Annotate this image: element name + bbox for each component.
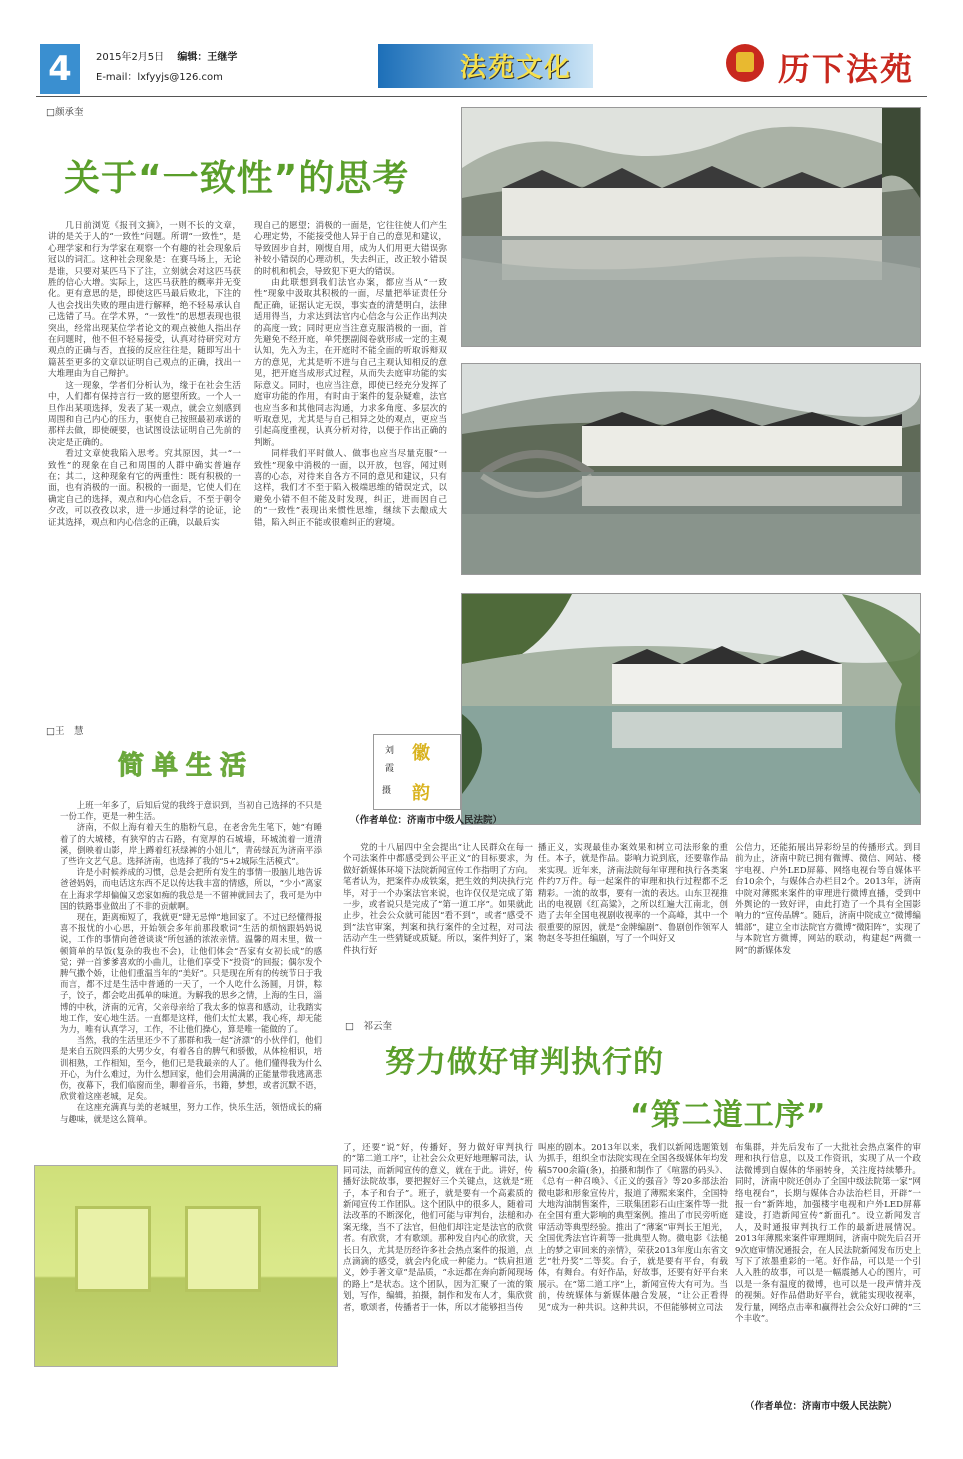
newspaper-brand: 历下法苑: [778, 50, 915, 88]
paragraph: 在这座充满真与美的老城里，努力工作，快乐生活，领悟成长的痛与趣味，就是这么简单。: [60, 1102, 322, 1124]
article3-title-line-2: “第二道工序”: [630, 1098, 827, 1133]
article3-source: （作者单位：济南市中级人民法院）: [745, 1401, 898, 1412]
issue-date: 2015年2月5日: [96, 52, 165, 63]
email-link[interactable]: E-mail：lxfyyjs@126.com: [96, 72, 223, 83]
paragraph: 党的十八届四中全会提出“让人民群众在每一个司法案件中都感受到公平正义”的目标要求，为做好新媒体环境下法院新闻宣传工作指明了方向。笔者认为，把案件办成铁案，把生效的判决执行完毕，对于一个办案法官来说，也许仅仅是完成了第一步，或者说只是完成了“第一道工序”。如果就此止步，社会公众就可能因“看不到”，或者“感受不到”法官审案，判案和执行案件的全过程，对司法活动产生一些猜疑或质疑。所以，案件判好了，案件执行好: [343, 843, 533, 956]
paragraph: 叫座的剧本。2013年以来，我们以新闻选题策划为抓手，组织全市法院实现在全国各级媒体年均发稿5700余篇(条)，拍摄和制作了《喧嚣的码头》、《总有一种召唤》、《正义的强音》等20多部法治微电影和形象宣传片，报道了薄熙来案件，全国特大地沟油制售案件，三联集团彩石山庄案件等一批在全国有重大影响的典型案例。推出了市民旁听庭审活动等典型经验。推出了“薄案”审判长王旭光，全国优秀法官许莉等一批典型人物。微电影《法槌上的梦之审回来的亲情》，荣获2013年度山东省文艺“牡丹奖”二等奖。台子，就是要有平台，有载体，有舞台。有好作品，好故事，还要有好平台来展示。在“第二道工序”上，新闻宣传大有可为。当前，传统媒体与新媒体融合发展，“让公正看得见”成为一种共识。这种共识，不但能够树立司法: [538, 1143, 728, 1313]
paragraph: 公信力，还能拓展出异彩纷呈的传播形式。到目前为止，济南中院已拥有微博、微信、网站、楼宇电视、户外LED屏幕、网络电视台等自媒体平台10余个，与媒体合办栏目2个。2013年，济南中院对薄熙来案件的审理进行微博直播，受到中外舆论的一致好评，由此打造了一个具有全国影响力的“宣传品牌”。随后，济南中院成立“微博编辑部”，建立全市法院官方微博“微阳阵”，实现了与本院官方微博，网站的联动，构建起“两微一网”的新媒体发: [735, 843, 921, 956]
paragraph: 这一现象，学者们分析认为，缘于在社会生活中，人们都有保持言行一致的愿望所致。一个人一旦作出某项选择，发表了某一观点，就会立刻感到周围和自己内心的压力，驱使自己按照最初承诺的那样去做，即使硬要，也试图设法证明自己先前的决定是正确的。: [48, 380, 241, 448]
paragraph: 几日前浏览《报刊文摘》，一则不长的文章，讲的是关于人的“一致性”问题。所谓“一致性”，是心理学家和行为学家在观察一个有趣的社会现象后冠以的词汇。这种社会现象是：在赛马场上，无论是谁，只要对某匹马下了注，立刻就会对这匹马获胜的信心大增。实际上，这匹马获胜的概率并无变化。更有意思的是，即使这匹马最后败北，下注的人也会找出失败的理由进行解释，绝不轻易承认自己选错了马。在学术界，“一致性”的思想表现也很突出，经常出现某位学者论文的观点被他人指出存在问题时，他不但不轻易接受，认真对待研究对方观点的正确与否，直接的反应往往是，随即写出十篇甚至更多的文章以证明自己观点的正确，找出一大堆理由为自己辩护。: [48, 221, 241, 380]
article1-byline: □颜承奎: [46, 107, 84, 118]
paragraph: 同样我们平时做人、做事也应当尽量克服“一致性”现象中消极的一面，以开放，包容，闻过则喜的心态，对待来自各方不同的意见和建议，只有这样，我们才不至于陷入极端思维的错误定式，以避免小错不但不能及时发现，纠正，进而因自己的“一致性”表现出来惯性思维，继续下去酿成大错，陷入纠正不能或很难纠正的窘境。: [254, 449, 447, 528]
paragraph: 播正义，实现最佳办案效果和树立司法形象的重任。本子，就是作品。影响力说到底，还要靠作品来实现。近年来，济南法院每年审理和执行各类案件约7万件。每一起案件的审理和执行过程都不乏精彩。一流的故事，要有一流的表达。山东卫视推出的电视剧《红高粱》，之所以红遍大江南北，创造了去年全国电视剧收视率的一个高峰，其中一个很重要的原因，就是“金牌编剧”、鲁剧创作领军人物赵冬苓担任编剧，写了一个叫好又: [538, 843, 728, 945]
article3-upper-column-1: [343, 843, 533, 957]
page-number: 4: [40, 44, 80, 94]
header-date-editor: [96, 48, 237, 63]
village-photo-1: [461, 107, 921, 347]
paragraph: 看过文章使我陷入思考。究其原因，其一“一致性”的现象在自己和周围的人群中确实普遍存在；其二，这种现象有它的两重性：既有积极的一面，也有消极的一面。积极的一面是，它使人们在确定自己的选择，观点和内心信念后，不至于朝令夕改，可以孜孜以求，进一步通过科学的论证，论证其选择，观点和内心信念的正确，以最后实: [48, 449, 241, 528]
court-emblem-inner: [736, 52, 754, 72]
green-room-photo: [34, 1165, 338, 1367]
photo-source: （作者单位：济南市中级人民法院）: [350, 815, 503, 826]
paragraph: 布集群，并先后发布了一大批社会热点案件的审理和执行信息，以及工作资讯，实现了从一个政法微博到自媒体的华丽转身，关注度持续攀升。同时，济南中院还创办了全国中级法院第一家“网络电视台”，长期与媒体合办法治栏目，开辟“一报一台”新阵地，加强楼宇电视和户外LED屏幕建设，打造新闻宣传“新面孔”。设立新闻发言人，及时通报审判执行工作的最新进展情况。2013年薄熙来案件审理期间，济南中院先后召开9次庭审情况通报会，在人民法院新闻发布历史上写下了浓墨重彩的一笔。好作品，可以是一个引人入胜的故事，可以是一幅震撼人心的图片，可以是一条有温度的微博，也可以是一段声情并茂的视频。好作品借助好平台，就能实现收视率，发行量，网络点击率和赢得社会公众好口碑的“三个丰收”。: [735, 1143, 921, 1325]
paragraph: 济南，不似上海有着天生的脂粉气息，在老舍先生笔下，她“有睡着了的大城楼，有狭窄的古石路，有宽厚的石城墙，环城流着一道清溪，倒映着山影，岸上蹲着红袄绿裤的小妞儿”，青砖绿瓦为济南平添了些许文艺气息。选择济南，也选择了我的“5+2城际生活模式”。: [60, 822, 322, 867]
village-photo-2: [461, 363, 921, 575]
article3-byline: □ 祁云奎: [345, 1021, 392, 1032]
paragraph: 上班一年多了，后知后觉的我终于意识到，当初自己选择的不只是一份工作，更是一种生活。: [60, 800, 322, 822]
editor-name: 编辑：王继学: [177, 52, 238, 63]
article3-title-line-1: 努力做好审判执行的: [385, 1045, 664, 1080]
article2-body: [60, 800, 322, 1125]
photographer-name: 刘 霞: [383, 745, 393, 772]
section-title: 法苑文化: [460, 53, 573, 83]
article3-lower-column-2: [538, 1143, 728, 1314]
paragraph: 现在，距离痴短了，我就更“肆无忌惮”地回家了。不过已经懂得报喜不报忧的小心思，开始领会多年前那段歌词“生活的烦恼跟妈妈说说，工作的事情向爸爸谈谈”所包涵的浓浓亲情。温馨的周末里，做一顿简单的早饭(复杂的我也不会)，让他们体会“吾家有女初长成”的感觉；弹一首爹爹喜欢的小曲儿，让他们享受下“投资”的回报；偶尔发个脾气撒个娇，让他们重温当年的“美好”。只是现在所有的传统节日于我而言，都不过是生活中普通的一天了，一个人吃什么汤圆，月饼，粽子，饺子，都会吃出孤单的味道。为解我的思乡之情，上海的生日，淄博的中秋，济南的元宵，父亲母亲给了我太多的惊喜和感动，让我踏实地工作，安心地生活。一直都是这样，他们太忙太累，我心疼，却无能为力，唯有认真学习，工作，不让他们操心，算是唯一能做的了。: [60, 912, 322, 1035]
article3-lower-column-1: [343, 1143, 533, 1314]
article2-title: 简单生活: [118, 751, 255, 781]
paragraph: 由此联想到我们法官办案，都应当从“一致性”现象中汲取其积极的一面，尽量把举证责任分配正确，证据认定无误，事实查的清楚明白，法律适用得当，力求达到法官内心信念与公正作出判决的高度一致；同时更应当注意克服消极的一面，首先避免不经开庭，单凭摆副阅卷就形成一定的主观认知，先入为主，在开庭时不能全面的听取诉辩双方的意见，尤其是听不进与自己主观认知相反的意见，把开庭当成形式过程，从而失去庭审功能的实际意义。同时，也应当注意，即使已经充分发挥了庭审功能的作用，有时由于案件的复杂疑难，法官也应当多和其他同志沟通，力求多角度、多层次的听取意见，尤其是与自己相异之处的观点，更应当引起高度重视，认真分析对待，以便于作出正确的判断。: [254, 278, 447, 448]
paragraph: 现自己的愿望；消极的一面是，它往往使人们产生心理定势，不能接受他人异于自己的意见和建议，导致固步自封，刚愎自用，成为人们用更大错误弥补较小错误的心理动机，失去纠正，改正较小错误的时机和机会，导致犯下更大的错误。: [254, 221, 447, 277]
article3-upper-column-3: [735, 843, 921, 957]
village-photo-3: [461, 593, 921, 825]
article1-column-1: [48, 221, 241, 529]
header-rule: [36, 96, 927, 97]
paragraph: 了，还要“说”好，传播好，努力做好审判执行的“第二道工序”，让社会公众更好地理解司法，认同司法，而新闻宣传的意义，就在于此。讲好，传播好法院故事，要把握好三个关键点，这就是“班子，本子和台子”。班子，就是要有一个高素质的新闻宣传工作团队。这个团队中的很多人，随着司法改革的不断深化，他们可能与审判台，法槌和办案无缘，当不了法官，但他们却注定是法官的欣赏者。有欣赏，才有歌颂。那种发自内心的欣赏，天长日久，尤其是历经许多社会热点案件的报道，点点滴滴的感受，就会内化成一种能力。“铁肩担道义，妙手著文章”是品质，“永远都在奔向新闻现场的路上”是状态。这个团队，因为汇聚了一流的策划，写作，编辑，拍摄，制作和发布人才，集欣赏者，歌颂者，传播者于一体，所以才能够担当传: [343, 1143, 533, 1313]
photographer-role: 摄: [382, 786, 392, 796]
photo-credit-box: [373, 734, 461, 810]
article1-title: 关于“一致性”的思考: [64, 158, 410, 199]
window-shape: [185, 1206, 261, 1292]
poem-title-char-2: 韵: [412, 783, 430, 804]
article3-upper-column-2: [538, 843, 728, 946]
poem-title-char-1: 徽: [412, 743, 430, 764]
article1-column-2: [254, 221, 447, 529]
paragraph: 许是小时候养成的习惯，总是会把所有发生的事情一股脑儿地告诉爸爸妈妈，而电话这东西不足以传达我丰富的情感，所以，“少小”离家在上海求学却偏偏又恋家如痴的我总是一不留神就回去了，我可是为中国的铁路事业做出了不非的贡献啊。: [60, 867, 322, 911]
window-shape: [75, 1206, 151, 1292]
article3-lower-column-3: [735, 1143, 921, 1326]
paragraph: 当然，我的生活里还少不了那群和我一起“济漂”的小伙伴们，他们是来自五院四系的大男少女，有着各自的脾气和骄傲，从体检相识，培训相熟，工作相知，至今，他们已是我最亲的人了。他们懂得我为什么开心，为什么难过，为什么想回家，他们会用满满的正能量带我逃离悲伤，夜幕下，我们临窗而坐，聊着音乐，书籍，梦想，或者沉默不语，欣赏着这座老城，足矣。: [60, 1035, 322, 1102]
article2-byline: □王 慧: [46, 726, 84, 737]
